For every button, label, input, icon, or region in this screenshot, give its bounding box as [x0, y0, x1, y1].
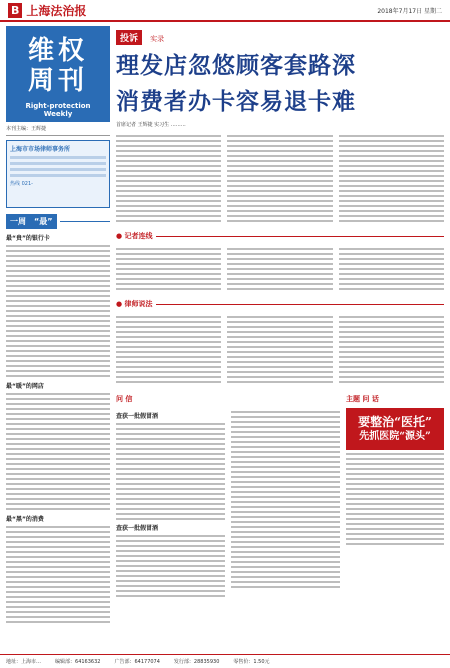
footer-ads: 广告部：64177074 [114, 659, 160, 665]
byline: 首席记者 王辉捷 实习生 ……… [116, 122, 186, 128]
sidebar-subhead-3: 最“黑”的消费 [6, 516, 44, 523]
law-firm-ad [6, 140, 110, 208]
lower-left-tag: 问 信 [116, 395, 133, 403]
headline-line-1: 理发店忽悠顾客套路深 [116, 52, 356, 79]
divider [60, 221, 110, 222]
promo-title: 要整治“医托” [358, 415, 432, 429]
kicker-label: 投诉 [116, 30, 142, 45]
footer [0, 654, 450, 668]
main-content [116, 26, 444, 648]
editor-line: 本刊主编：王辉捷 [6, 122, 110, 136]
lower-section [116, 394, 444, 600]
footer-distribution: 发行部：28835930 [173, 659, 220, 665]
sidebar [6, 26, 110, 648]
column-subtitle: Right-protection Weekly [6, 102, 110, 122]
section-bar-2 [116, 299, 444, 309]
article-column-2 [227, 132, 332, 225]
masthead: 上海法治报 [26, 3, 87, 18]
top-bar [0, 0, 450, 22]
section-bar-1 [116, 231, 444, 241]
ad-title: 上海市市场律师事务所 [10, 146, 71, 153]
kicker-sub: 实录 [150, 35, 165, 43]
footer-address: 地址：上海市… [6, 659, 42, 665]
kicker-row [116, 26, 444, 45]
column-title: 维权周刊 [6, 26, 110, 102]
sidebar-text-3 [6, 526, 110, 623]
sidebar-text-1 [6, 245, 110, 377]
divider [156, 304, 444, 305]
lower-right-tag: 主题 问 话 [346, 395, 379, 403]
sidebar-text-2 [6, 393, 110, 510]
week-label: 一周 [6, 214, 30, 229]
section-label-1: ● 记者连线 [116, 232, 153, 240]
section-label-2: ● 律师说法 [116, 300, 153, 308]
promo-text [346, 453, 444, 545]
sidebar-subhead-2: 最“暖”的网店 [6, 383, 44, 390]
page-number: B [8, 3, 22, 18]
article-column-1 [116, 132, 221, 225]
weekly-section [6, 214, 110, 229]
lawyer-columns [116, 313, 444, 386]
lower-subhead-1: 查获一批假冒酒 [116, 413, 159, 420]
article-column-3 [339, 132, 444, 225]
issue-date: 2018年7月17日 星期二 [377, 7, 442, 15]
sidebar-subhead-1: 最“贵”的银行卡 [6, 235, 50, 242]
ad-text [10, 156, 106, 177]
week-label-highlight: “最” [30, 214, 57, 229]
footer-price: 零售价：1.50元 [233, 659, 270, 665]
lower-left [116, 394, 340, 600]
lower-subhead-2: 查获一批假冒酒 [116, 525, 159, 532]
promo-box [346, 408, 444, 450]
footer-editorial: 编辑部：64163632 [55, 659, 101, 665]
ad-contact: 热线 021- [10, 181, 33, 187]
divider [156, 236, 444, 237]
lower-right [346, 394, 444, 600]
article-columns [116, 132, 444, 225]
headline-line-2: 消费者办卡容易退卡难 [116, 88, 356, 115]
promo-subtitle: 先抓医院“源头” [359, 431, 431, 442]
interview-columns [116, 245, 444, 293]
